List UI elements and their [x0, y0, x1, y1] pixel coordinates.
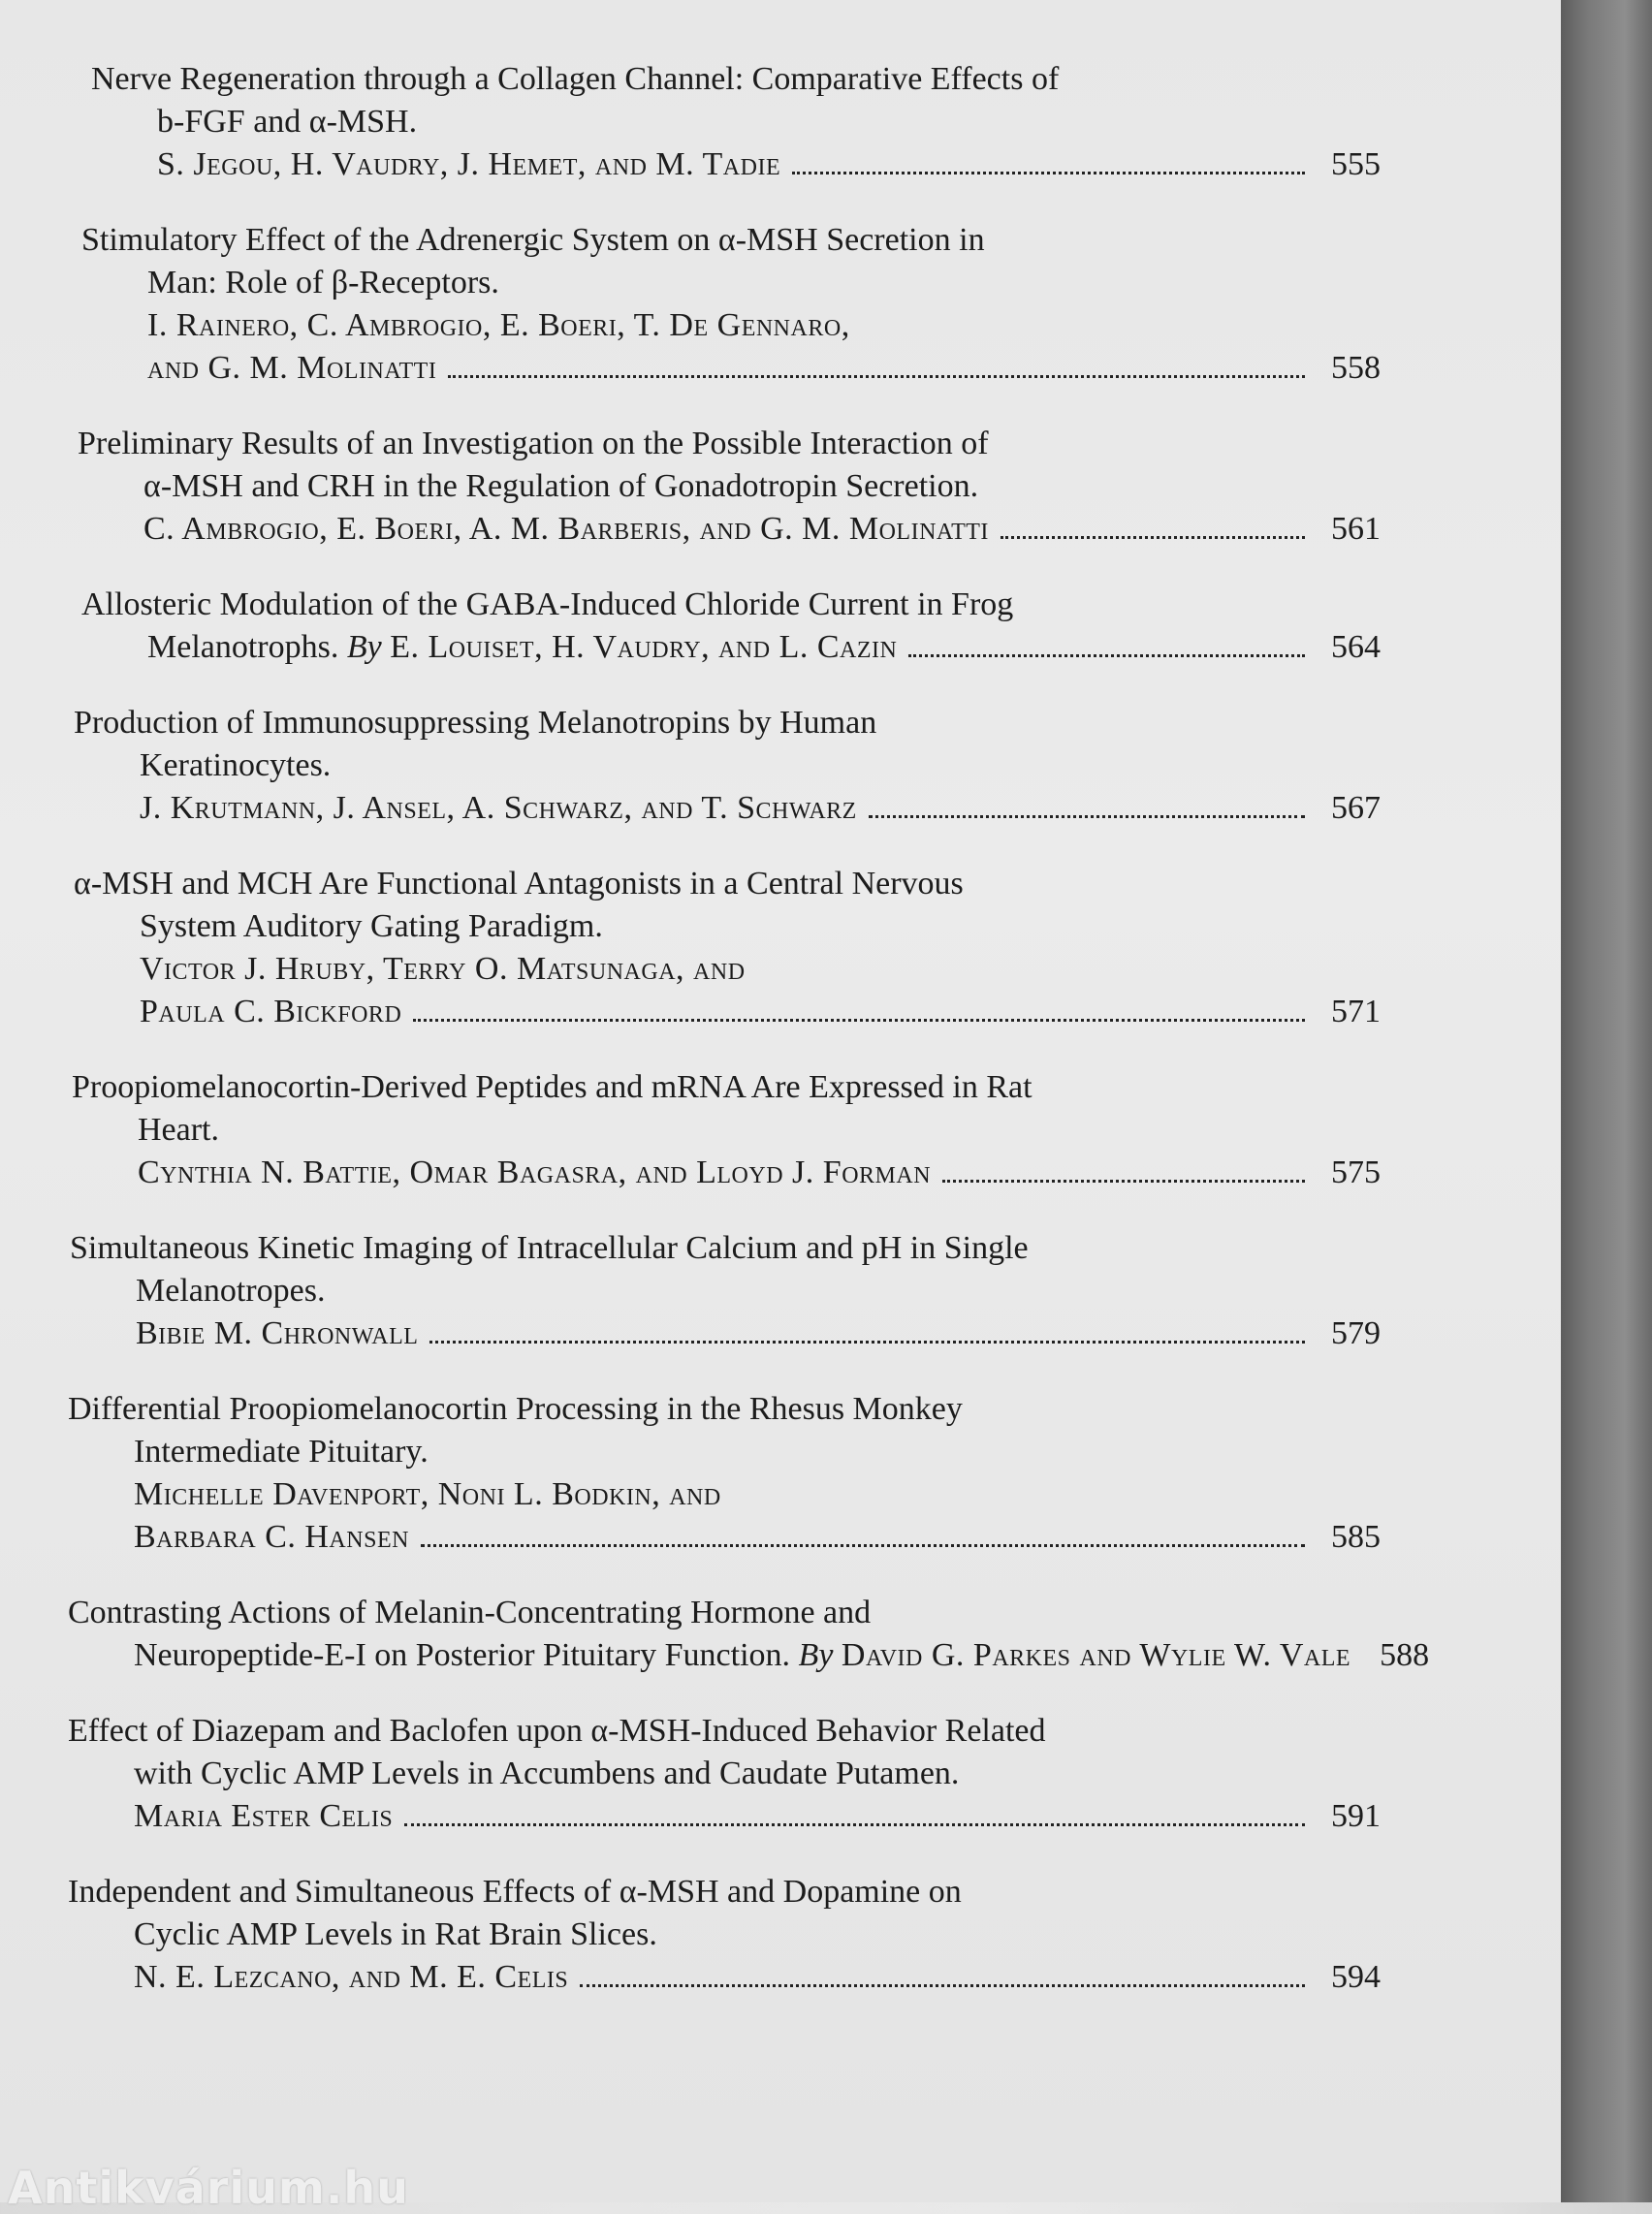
- entry-authors-line: E. Louiset, H. Vaudry, and L. Cazin: [390, 629, 898, 665]
- page-number: 594: [1331, 1959, 1381, 1995]
- toc-entry: [81, 584, 1381, 669]
- entry-title-line: Effect of Diazepam and Baclofen upon α-MSH-Induced Behavior Related: [68, 1713, 1046, 1749]
- entry-last-line: [68, 1634, 1430, 1677]
- entry-title-line: Contrasting Actions of Melanin-Concentrating Hormone and: [68, 1595, 872, 1630]
- page-number: 588: [1380, 1637, 1430, 1673]
- entry-title-line: Man: Role of β-Receptors.: [147, 265, 499, 300]
- toc-entry: [68, 1592, 1430, 1677]
- entry-title-line: Stimulatory Effect of the Adrenergic System on α-MSH Secretion in: [81, 222, 985, 258]
- entry-title-line: Simultaneous Kinetic Imaging of Intracellular Calcium and pH in Single: [70, 1230, 1029, 1266]
- entry-authors-line: Bibie M. Chronwall: [136, 1315, 419, 1351]
- entry-authors-line: Barbara C. Hansen: [134, 1519, 409, 1555]
- page-number: 564: [1331, 629, 1381, 665]
- entry-title-line: System Auditory Gating Paradigm.: [140, 908, 603, 944]
- entry-authors-line: I. Rainero, C. Ambrogio, E. Boeri, T. De Gennaro,: [147, 307, 850, 343]
- entry-last-line: [81, 626, 1381, 669]
- entry-title-line: with Cyclic AMP Levels in Accumbens and Caudate Putamen.: [134, 1755, 960, 1791]
- entry-authors-line: David G. Parkes and Wylie W. Vale: [841, 1637, 1351, 1673]
- toc-entry: [81, 219, 1381, 390]
- entry-last-line: [72, 1152, 1381, 1194]
- dot-leader: [942, 1179, 1305, 1183]
- entry-authors-line: C. Ambrogio, E. Boeri, A. M. Barberis, and G. M. Molinatti: [143, 511, 989, 547]
- entry-title-line: Nerve Regeneration through a Collagen Channel: Comparative Effects of: [91, 61, 1060, 97]
- table-of-contents: [68, 58, 1430, 2032]
- dot-leader: [448, 374, 1305, 378]
- entry-title-line: Independent and Simultaneous Effects of α-MSH and Dopamine on: [68, 1874, 962, 1910]
- toc-entry: [68, 1388, 1381, 1559]
- page-number: 575: [1331, 1154, 1381, 1190]
- entry-title-line: α-MSH and CRH in the Regulation of Gonadotropin Secretion.: [143, 468, 979, 504]
- watermark-logo: Antikvárium.hu: [8, 2162, 409, 2214]
- entry-authors-line: N. E. Lezcano, and M. E. Celis: [134, 1959, 569, 1995]
- entry-authors-line: Michelle Davenport, Noni L. Bodkin, and: [134, 1476, 721, 1512]
- page-number: 591: [1331, 1798, 1381, 1834]
- toc-entry: [78, 423, 1381, 551]
- entry-title-line: Melanotrophs.: [147, 629, 339, 665]
- entry-title-line: Intermediate Pituitary.: [134, 1434, 429, 1470]
- page-number: 555: [1331, 146, 1381, 182]
- entry-last-line: [81, 347, 1381, 390]
- entry-title-line: α-MSH and MCH Are Functional Antagonists in a Central Nervous: [74, 866, 964, 901]
- entry-authors-line: Victor J. Hruby, Terry O. Matsunaga, and: [140, 951, 746, 987]
- toc-entry: [72, 1066, 1381, 1194]
- toc-entry: [91, 58, 1381, 186]
- page-number: 561: [1331, 511, 1381, 547]
- entry-last-line: [68, 1956, 1381, 1999]
- dot-leader: [869, 814, 1305, 818]
- dot-leader: [792, 171, 1305, 174]
- dot-leader: [429, 1340, 1305, 1344]
- page-number: 558: [1331, 350, 1381, 386]
- entry-title-line: Differential Proopiomelanocortin Processing in the Rhesus Monkey: [68, 1391, 963, 1427]
- entry-title-line: Production of Immunosuppressing Melanotropins by Human: [74, 705, 877, 741]
- book-spine-shadow: [1561, 0, 1652, 2202]
- page-number: 585: [1331, 1519, 1381, 1555]
- by-label: By: [798, 1637, 834, 1673]
- entry-title-line: b-FGF and α-MSH.: [157, 104, 418, 140]
- dot-leader: [580, 1983, 1305, 1987]
- dot-leader: [413, 1018, 1305, 1022]
- dot-leader: [404, 1822, 1305, 1826]
- entry-last-line: [70, 1313, 1381, 1355]
- dot-leader: [908, 653, 1305, 657]
- entry-title-line: Keratinocytes.: [140, 747, 332, 783]
- by-label: By: [346, 629, 382, 665]
- entry-title-line: Heart.: [138, 1112, 220, 1148]
- entry-last-line: [74, 787, 1381, 830]
- toc-entry: [68, 1710, 1381, 1838]
- entry-title-line: Allosteric Modulation of the GABA-Induced Chloride Current in Frog: [81, 586, 1014, 622]
- entry-title-line: Neuropeptide-E-I on Posterior Pituitary Function.: [134, 1637, 791, 1673]
- toc-entry: [74, 702, 1381, 830]
- toc-entry: [74, 863, 1381, 1033]
- dot-leader: [421, 1543, 1305, 1547]
- entry-last-line: [68, 1516, 1381, 1559]
- entry-authors-line: Cynthia N. Battie, Omar Bagasra, and Lloyd J. Forman: [138, 1154, 932, 1190]
- page-number: 567: [1331, 790, 1381, 826]
- entry-authors-line: Maria Ester Celis: [134, 1798, 394, 1834]
- entry-title-line: Melanotropes.: [136, 1273, 326, 1309]
- entry-authors-line: Paula C. Bickford: [140, 994, 402, 1029]
- entry-authors-line: J. Krutmann, J. Ansel, A. Schwarz, and T. Schwarz: [140, 790, 857, 826]
- toc-entry: [70, 1227, 1381, 1355]
- entry-authors-line: S. Jegou, H. Vaudry, J. Hemet, and M. Tadie: [157, 146, 781, 182]
- page-number: 571: [1331, 994, 1381, 1029]
- entry-last-line: [74, 991, 1381, 1033]
- entry-title-line: Preliminary Results of an Investigation on the Possible Interaction of: [78, 426, 989, 461]
- entry-last-line: [91, 143, 1381, 186]
- entry-last-line: [68, 1795, 1381, 1838]
- entry-authors-line: and G. M. Molinatti: [147, 350, 437, 386]
- toc-entry: [68, 1871, 1381, 1999]
- page-number: 579: [1331, 1315, 1381, 1351]
- entry-title-line: Proopiomelanocortin-Derived Peptides and mRNA Are Expressed in Rat: [72, 1069, 1032, 1105]
- entry-title-line: Cyclic AMP Levels in Rat Brain Slices.: [134, 1916, 657, 1952]
- dot-leader: [1001, 535, 1305, 539]
- entry-last-line: [78, 508, 1381, 551]
